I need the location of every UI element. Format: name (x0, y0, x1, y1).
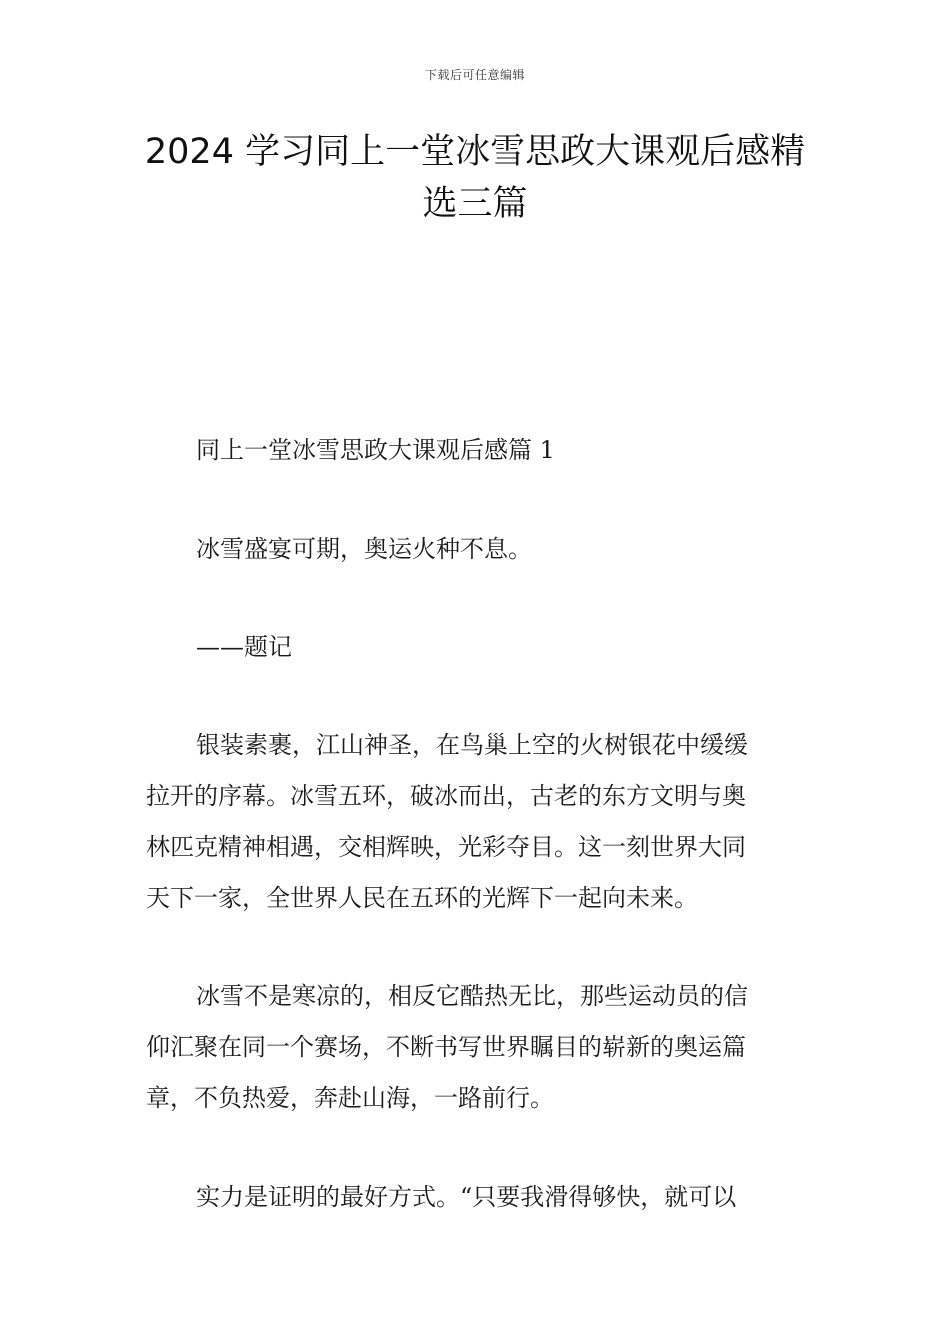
epigraph-attribution: ——题记 (196, 633, 292, 661)
paragraph-line: 实力是证明的最好方式。“只要我滑得够快，就可以 (196, 1183, 737, 1211)
paragraph-line: 天下一家，全世界人民在五环的光辉下一起向未来。 (146, 884, 698, 912)
paragraph-line: 林匹克精神相遇，交相辉映，光彩夺目。这一刻世界大同 (146, 833, 746, 861)
paragraph-line: 银装素裹，江山神圣，在鸟巢上空的火树银花中缓缓 (196, 731, 748, 759)
paragraph-line: 仰汇聚在同一个赛场，不断书写世界瞩目的崭新的奥运篇 (146, 1033, 746, 1061)
paragraph-line: 冰雪不是寒凉的，相反它酷热无比，那些运动员的信 (196, 982, 748, 1010)
header-note: 下载后可任意编辑 (424, 68, 525, 82)
section-heading: 同上一堂冰雪思政大课观后感篇 1 (196, 436, 555, 464)
title-line: 选三篇 (422, 184, 528, 224)
paragraph (146, 1172, 810, 1223)
document-title (120, 126, 830, 230)
paragraph (146, 720, 810, 924)
epigraph: 冰雪盛宴可期，奥运火种不息。 (196, 535, 532, 563)
paragraph-line: 章，不负热爱，奔赴山海，一路前行。 (146, 1084, 554, 1112)
paragraph (146, 971, 810, 1124)
paragraph-line: 拉开的序幕。冰雪五环，破冰而出，古老的东方文明与奥 (146, 782, 746, 810)
title-line: 2024 学习同上一堂冰雪思政大课观后感精 (144, 132, 806, 172)
